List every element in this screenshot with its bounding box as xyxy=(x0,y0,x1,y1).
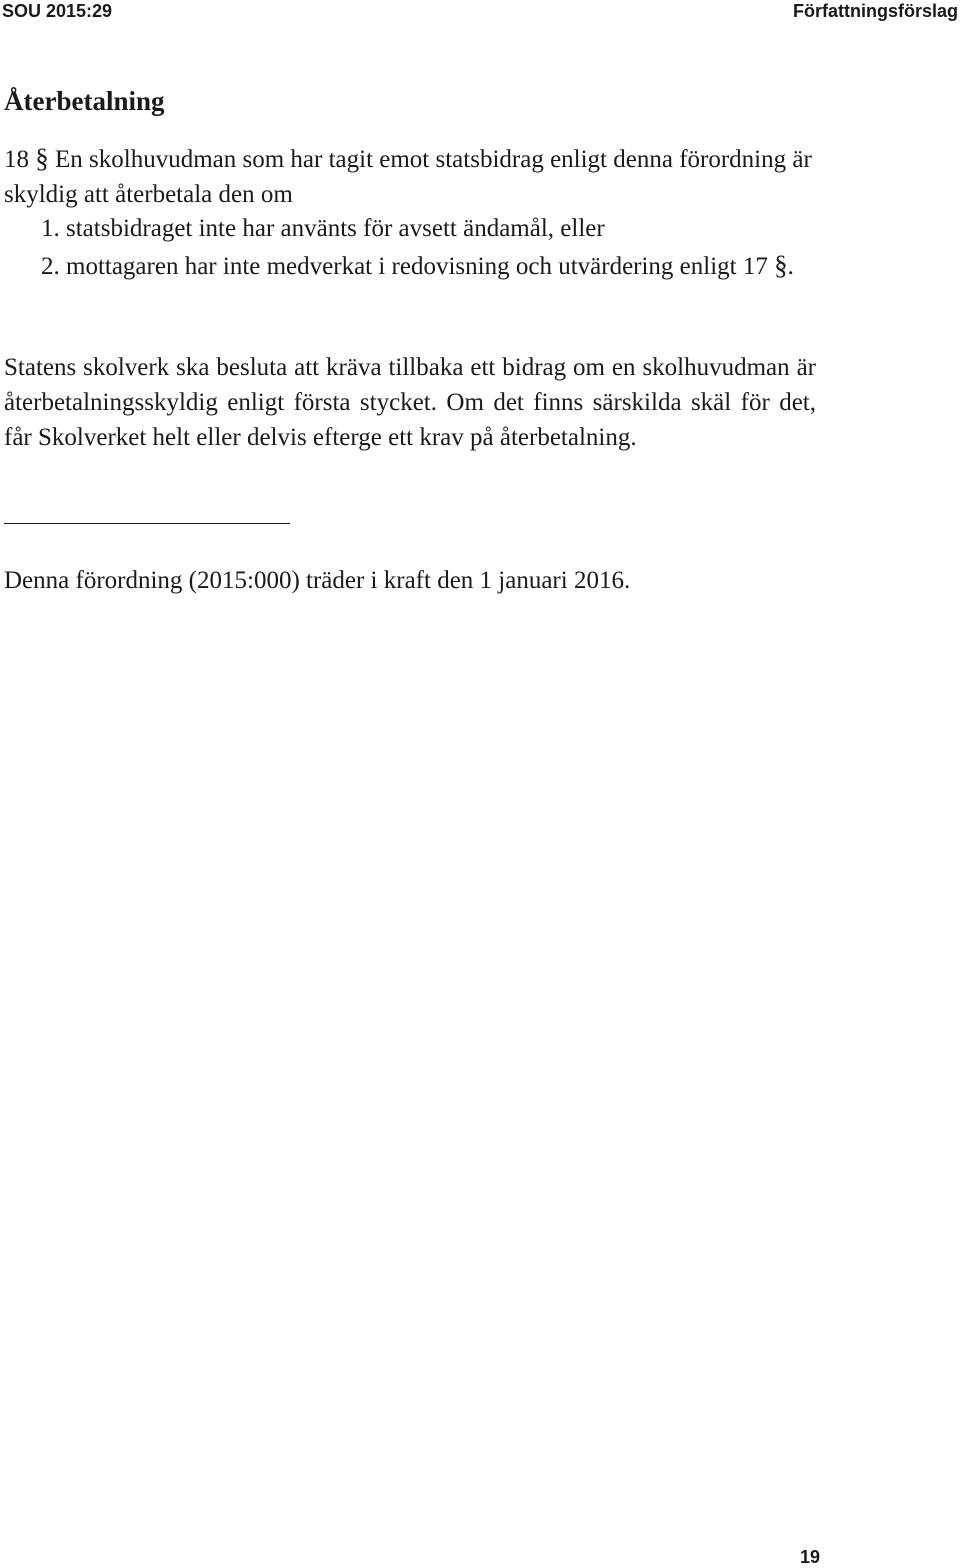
paragraph-18-text: En skolhuvudman som har tagit emot statsbidrag enligt denna förordning är skyldig att återbetala den om xyxy=(4,146,812,208)
paragraph-repayment-decision: Statens skolverk ska besluta att kräva tillbaka ett bidrag om en skolhuvudman är återbetalningsskyldig enligt första stycket. Om det finns särskilda skäl för det, får Skolverket helt eller delvis efterge ett krav på återbetalning. xyxy=(4,354,816,451)
list-item-2-end: . xyxy=(787,253,794,280)
paragraph-18 xyxy=(4,141,816,212)
list-item-1: 1. statsbidraget inte har använts för avsett ändamål, eller xyxy=(41,215,605,242)
section-symbol: § xyxy=(35,143,49,173)
list-item-2-text: 2. mottagaren har inte medverkat i redovisning och utvärdering enligt 17 xyxy=(41,253,768,280)
page-number: 19 xyxy=(799,1547,820,1567)
footnote-divider xyxy=(4,523,290,524)
list-item-2-symbol: § xyxy=(774,250,788,280)
paragraph-number: 18 xyxy=(4,146,29,173)
running-head-right: Författningsförslag xyxy=(793,1,958,21)
running-head-left: SOU 2015:29 xyxy=(2,1,113,21)
section-heading: Återbetalning xyxy=(4,86,165,116)
commencement-provision: Denna förordning (2015:000) träder i kraft den 1 januari 2016. xyxy=(4,567,631,594)
list-item-2 xyxy=(4,248,816,284)
